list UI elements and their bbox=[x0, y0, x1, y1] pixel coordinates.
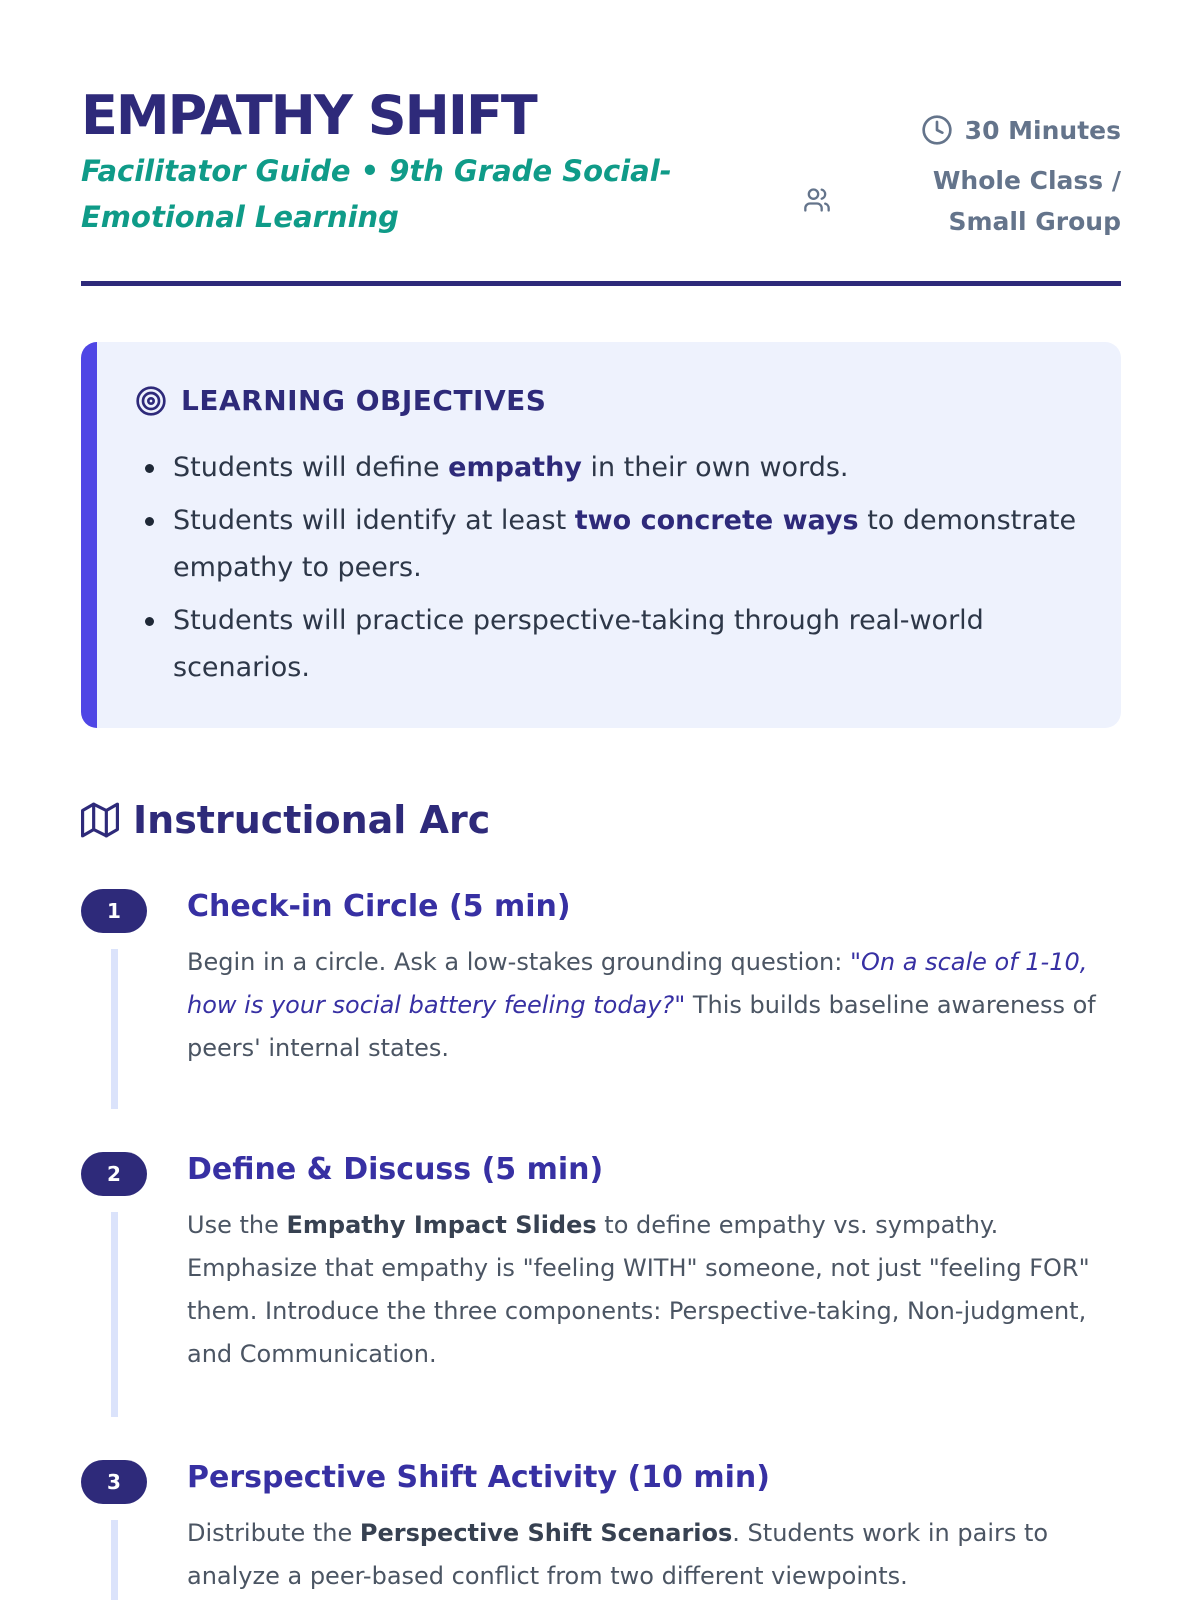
duration-text: 30 Minutes bbox=[964, 115, 1121, 145]
map-icon bbox=[81, 801, 119, 839]
step-description: Distribute the Perspective Shift Scenarios. Students work in pairs to analyze a peer-based conflict from two different viewpoints. bbox=[187, 1519, 1049, 1590]
arc-heading bbox=[81, 798, 490, 842]
step-title: Perspective Shift Activity (10 min) bbox=[187, 1460, 770, 1495]
target-icon bbox=[135, 385, 167, 417]
guide-header bbox=[81, 86, 1121, 286]
grouping-text: Whole Class / Small Group bbox=[932, 166, 1121, 236]
step-number-badge: 1 bbox=[81, 889, 147, 933]
users-icon bbox=[803, 186, 831, 214]
page-subtitle: Facilitator Guide • 9th Grade Social-Emotional Learning bbox=[81, 154, 672, 234]
step-description: Use the Empathy Impact Slides to define empathy vs. sympathy. Emphasize that empathy is "feeling WITH" someone, not just "feeling FOR" them. Introduce the three components: Perspective-taking, Non-judgment, and Communication. bbox=[187, 1211, 1090, 1368]
timeline-connector bbox=[111, 949, 118, 1109]
timeline-connector bbox=[111, 1520, 118, 1600]
step-title: Check-in Circle (5 min) bbox=[187, 889, 571, 924]
objective-item: Students will practice perspective-taking through real-world scenarios. bbox=[173, 597, 1093, 691]
learning-objectives-card bbox=[81, 342, 1121, 728]
objectives-heading bbox=[135, 384, 546, 417]
step-number-badge: 2 bbox=[81, 1152, 147, 1196]
objectives-list bbox=[173, 444, 1093, 697]
step-description: Begin in a circle. Ask a low-stakes grounding question: "On a scale of 1-10, how is your social battery feeling today?" This builds baseline awareness of peers' internal states. bbox=[187, 948, 1096, 1062]
page-title: EMPATHY SHIFT bbox=[81, 84, 536, 147]
objective-item: Students will identify at least two concrete ways to demonstrate empathy to peers. bbox=[173, 497, 1093, 591]
arc-title: Instructional Arc bbox=[133, 798, 491, 842]
step-title: Define & Discuss (5 min) bbox=[187, 1152, 604, 1187]
header-divider bbox=[81, 281, 1121, 286]
objective-item: Students will define empathy in their own words. bbox=[173, 444, 1093, 491]
clock-icon bbox=[921, 114, 953, 146]
objectives-title: LEARNING OBJECTIVES bbox=[181, 384, 547, 417]
step-number-badge: 3 bbox=[81, 1460, 147, 1504]
duration-meta bbox=[921, 114, 1121, 146]
timeline-connector bbox=[111, 1212, 118, 1417]
